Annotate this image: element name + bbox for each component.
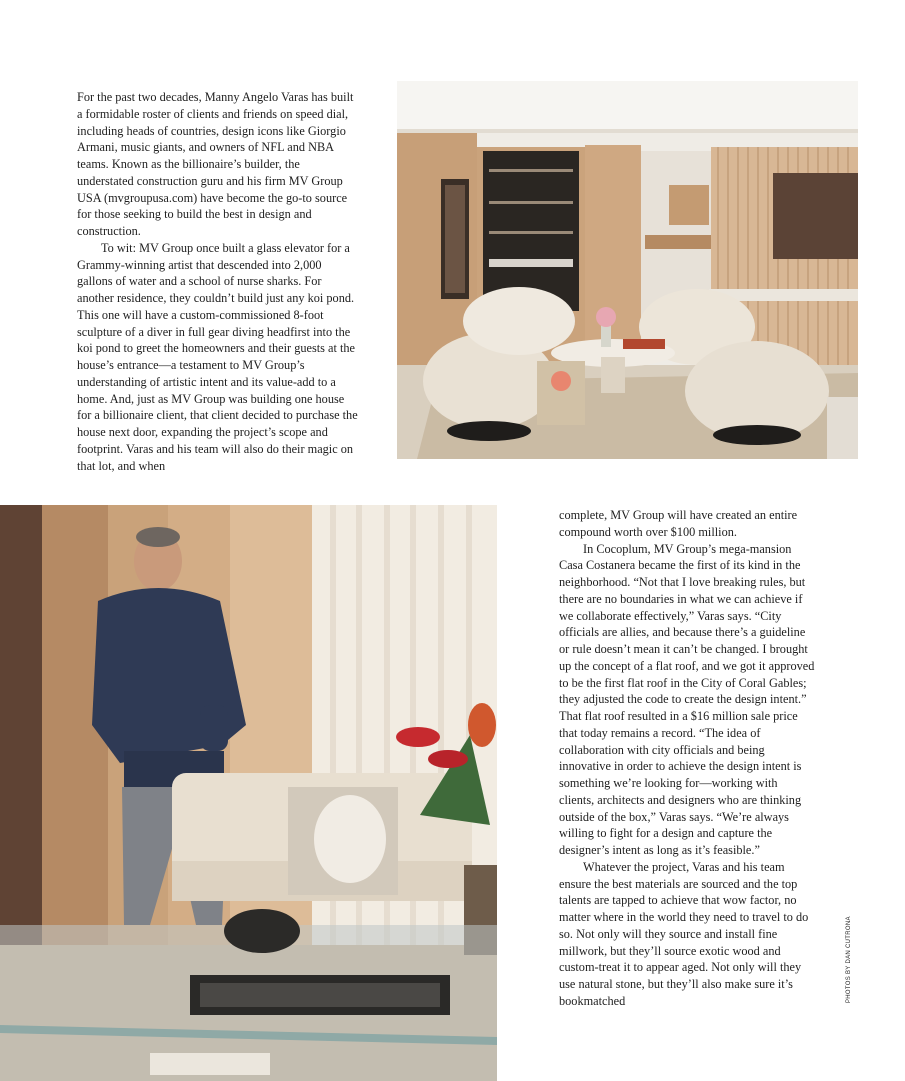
portrait-illustration — [0, 505, 497, 1081]
paragraph: To wit: MV Group once built a glass elevator for a Grammy-winning artist that descended into 2,000 gallons of water and a school of nurse sharks. For another residence, they couldn’t build just any koi pond. This one will have a custom-commissioned 8-foot sculpture of a diver in full gear diving headfirst into the koi pond to greet the homeowners and their guests at the house’s entrance—a testament to MV Group’s understanding of artistic intent and its value-add to a home. And, just as MV Group was building one house for a billionaire client, that client decided to purchase the house next door, expanding the project’s scope and footprint. Varas and his team will also do their magic on that lot, and when — [77, 240, 358, 473]
paragraph: For the past two decades, Manny Angelo Varas has built a formidable roster of clients and friends on speed dial, including heads of countries, design icons like Giorgio Armani, music giants, and owners of NFL and NBA teams. Known as the billionaire’s builder, the understated construction guru and his firm MV Group USA (mvgroupusa.com) have become the go-to source for those seeking to build the best in design and construction. — [77, 90, 354, 238]
paragraph: Whatever the project, Varas and his team ensure the best materials are sourced and the top talents are tapped to achieve that wow factor, no matter where in the world they need to travel to do so. Not only will they source and install fine millwork, but they’ll source exotic wood and custom-treat it to appear aged. Not only will they use natural stone, but they’ll also make sure it’s bookmatched — [559, 859, 809, 1008]
portrait-photo — [0, 505, 497, 1081]
living-room-illustration — [397, 81, 858, 459]
article-column-right — [559, 507, 815, 1010]
paragraph: In Cocoplum, MV Group’s mega-mansion Casa Costanera became the first of its kind in the neighborhood. “Not that I love breaking rules, but there are no boundaries in what we can achieve if we collaborate effectively,” Varas says. “City officials are allies, and because there’s a guideline or rule doesn’t mean it can’t be changed. I brought up the concept of a flat roof, and we got it approved to be the first flat roof in the City of Coral Gables; they adjusted the code to create the design intent.” That flat roof resulted in a $16 million sale price that today remains a record. “The idea of collaboration with city officials and being innovative in order to achieve the design intent is something we’re looking for—working with clients, architects and designers who are thinking outside of the box,” Varas says. “We’re always willing to fight for a design and capture the designer’s intent as long as it’s feasible.” — [559, 541, 815, 857]
paragraph: complete, MV Group will have created an entire compound worth over $100 million. — [559, 508, 798, 539]
article-column-left — [77, 89, 359, 474]
photo-credit: PHOTOS BY DAN CUTRONA — [846, 916, 852, 1003]
living-room-photo — [397, 81, 858, 459]
